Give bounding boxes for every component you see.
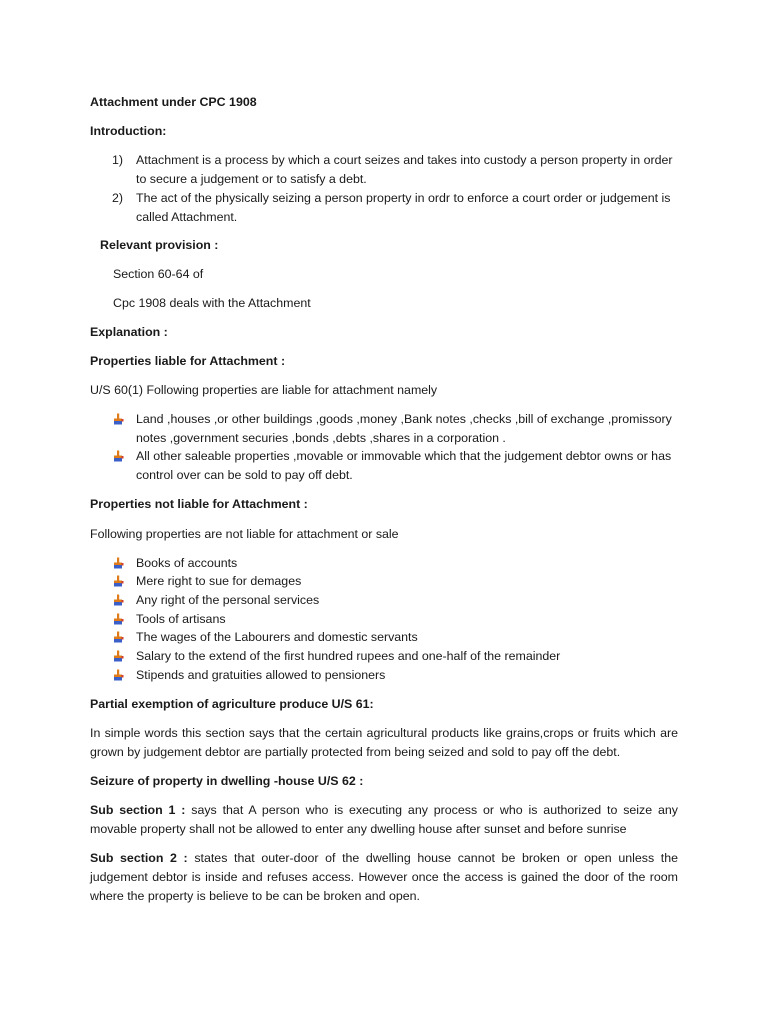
list-item xyxy=(112,666,678,685)
hand-pointer-icon xyxy=(112,669,124,681)
sub-section-label: Sub section 2 : xyxy=(90,851,188,865)
document-title: Attachment under CPC 1908 xyxy=(90,95,257,109)
list-item xyxy=(112,189,678,227)
list-item xyxy=(112,591,678,610)
list-text: All other saleable properties ,movable or immovable which that the judgement debtor owns or has control over can be sold to pay off debt. xyxy=(136,449,672,482)
relevant-heading: Relevant provision : xyxy=(100,238,219,252)
sub-section-2-paragraph xyxy=(90,849,678,906)
sub-section-text: says that A person who is executing any process or who is authorized to seize any movable property shall not be allowed to enter any dwelling house after sunset and before sunrise xyxy=(90,803,678,836)
list-text: The wages of the Labourers and domestic servants xyxy=(136,630,418,644)
liable-heading: Properties liable for Attachment : xyxy=(90,354,286,368)
list-text: Attachment is a process by which a court seizes and takes into custody a person property in order to secure a judgement or to satisfy a debt. xyxy=(136,153,673,186)
seizure-heading: Seizure of property in dwelling -house U/S 62 : xyxy=(90,774,364,788)
intro-heading: Introduction: xyxy=(90,124,167,138)
list-text: Mere right to sue for demages xyxy=(136,574,302,588)
hand-pointer-icon xyxy=(112,650,124,662)
list-item xyxy=(112,628,678,647)
hand-pointer-icon xyxy=(112,557,124,569)
hand-pointer-icon xyxy=(112,594,124,606)
list-item xyxy=(112,554,678,573)
list-item xyxy=(112,647,678,666)
partial-heading: Partial exemption of agriculture produce U/S 61: xyxy=(90,697,374,711)
relevant-line: Section 60-64 of xyxy=(113,267,204,281)
list-text: Salary to the extend of the first hundred rupees and one-half of the remainder xyxy=(136,649,561,663)
list-item xyxy=(112,610,678,629)
sub-section-1-paragraph xyxy=(90,801,678,839)
hand-pointer-icon xyxy=(112,613,124,625)
sub-section-label: Sub section 1 : xyxy=(90,803,186,817)
explanation-heading: Explanation : xyxy=(90,325,168,339)
list-item xyxy=(112,572,678,591)
list-text: Land ,houses ,or other buildings ,goods ,money ,Bank notes ,checks ,bill of exchange ,promissory notes ,government securies ,bonds ,debts ,shares in a corporation . xyxy=(136,412,672,445)
sub-section-text: states that outer-door of the dwelling house cannot be broken or open unless the judgement debtor is inside and refuses access. However once the access is gained the door of the room where the property is believe to be can be broken and open. xyxy=(90,851,678,903)
list-number: 1) xyxy=(112,153,124,167)
liable-intro: U/S 60(1) Following properties are liable for attachment namely xyxy=(90,383,438,397)
not-liable-intro: Following properties are not liable for attachment or sale xyxy=(90,527,399,541)
list-number: 2) xyxy=(112,191,124,205)
partial-paragraph: In simple words this section says that the certain agricultural products like grains,crops or fruits which are grown by judgement debtor are partially protected from being seized and sold to pay off the debt. xyxy=(90,726,678,759)
list-text: Books of accounts xyxy=(136,556,238,570)
list-text: The act of the physically seizing a person property in ordr to enforce a court order or judgement is called Attachment. xyxy=(136,191,671,224)
not-liable-heading: Properties not liable for Attachment : xyxy=(90,497,308,511)
list-text: Stipends and gratuities allowed to pensioners xyxy=(136,668,386,682)
hand-pointer-icon xyxy=(112,575,124,587)
hand-pointer-icon xyxy=(112,450,124,462)
list-text: Any right of the personal services xyxy=(136,593,320,607)
hand-pointer-icon xyxy=(112,631,124,643)
hand-pointer-icon xyxy=(112,413,124,425)
list-item xyxy=(112,410,678,448)
list-item xyxy=(112,151,678,189)
list-text: Tools of artisans xyxy=(136,612,226,626)
list-item xyxy=(112,447,678,485)
relevant-line: Cpc 1908 deals with the Attachment xyxy=(113,296,311,310)
